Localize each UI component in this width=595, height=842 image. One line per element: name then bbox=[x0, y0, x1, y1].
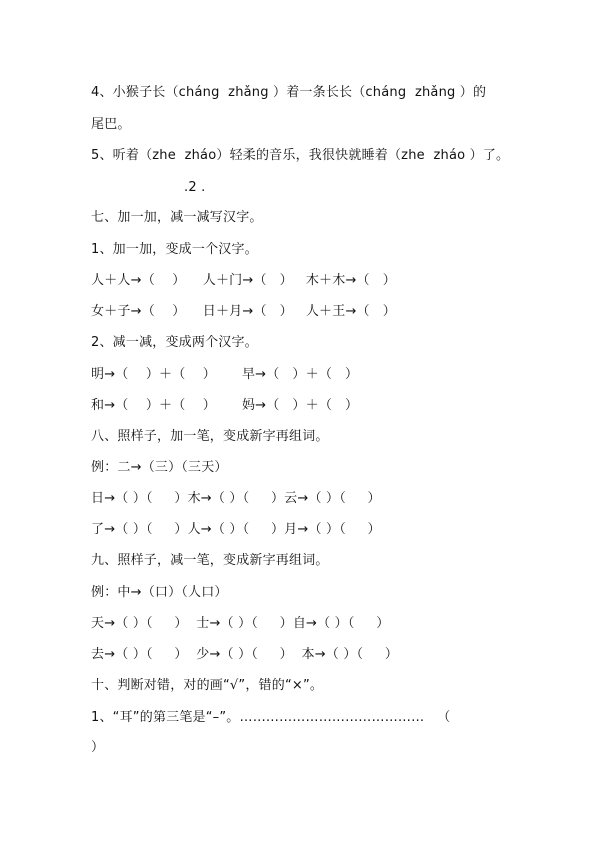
question-5: 5、听着（zhe zháo）轻柔的音乐，我很快就睡着（zhe zháo ）了。 bbox=[91, 148, 510, 163]
section-7-part-2-heading: 2、减一减，变成两个汉字。 bbox=[91, 335, 258, 350]
section-8-heading: 八、照样子，加一笔，变成新字再组词。 bbox=[91, 429, 329, 444]
question-4-line-1: 4、小猴子长（cháng zhǎng ）着一条长长（cháng zhǎng ）的 bbox=[91, 85, 487, 100]
question-4-line-2: 尾巴。 bbox=[91, 117, 131, 132]
section-10-heading: 十、判断对错，对的画“√”，错的“×”。 bbox=[91, 678, 324, 693]
addition-row-1: 人＋人→（ ） 人＋门→（ ） 木＋木→（ ） bbox=[91, 273, 396, 288]
section-8-example: 例：二→（三）（三天） bbox=[91, 460, 228, 475]
remove-stroke-row-2: 去→（ ）（ ） 少→（ ）（ ） 本→（ ）（ ） bbox=[91, 647, 399, 662]
remove-stroke-row-1: 天→（ ）（ ） 士→（ ）（ ）自→（ ）（ ） bbox=[91, 616, 390, 631]
section-7-part-1-heading: 1、加一加，变成一个汉字。 bbox=[91, 242, 258, 257]
section-9-example: 例：中→（口）（人口） bbox=[91, 585, 228, 600]
subtraction-row-2: 和→（ ）＋（ ） 妈→（ ）＋（ ） bbox=[91, 398, 359, 413]
addition-row-2: 女＋子→（ ） 日＋月→（ ） 人＋王→（ ） bbox=[91, 304, 396, 319]
page-number: .2 . bbox=[184, 180, 206, 195]
add-stroke-row-2: 了→（ ）（ ）人→（ ）（ ）月→（ ）（ ） bbox=[91, 522, 381, 537]
judgement-item-1: 1、“耳”的第三笔是“–”。…………………………………… （ bbox=[91, 710, 451, 725]
section-7-heading: 七、加一加，减一减写汉字。 bbox=[91, 210, 263, 225]
judgement-item-1-close: ） bbox=[91, 740, 105, 755]
subtraction-row-1: 明→（ ）＋（ ） 早→（ ）＋（ ） bbox=[91, 367, 359, 382]
add-stroke-row-1: 日→（ ）（ ）木→（ ）（ ）云→（ ）（ ） bbox=[91, 491, 381, 506]
section-9-heading: 九、照样子，减一笔，变成新字再组词。 bbox=[91, 553, 329, 568]
